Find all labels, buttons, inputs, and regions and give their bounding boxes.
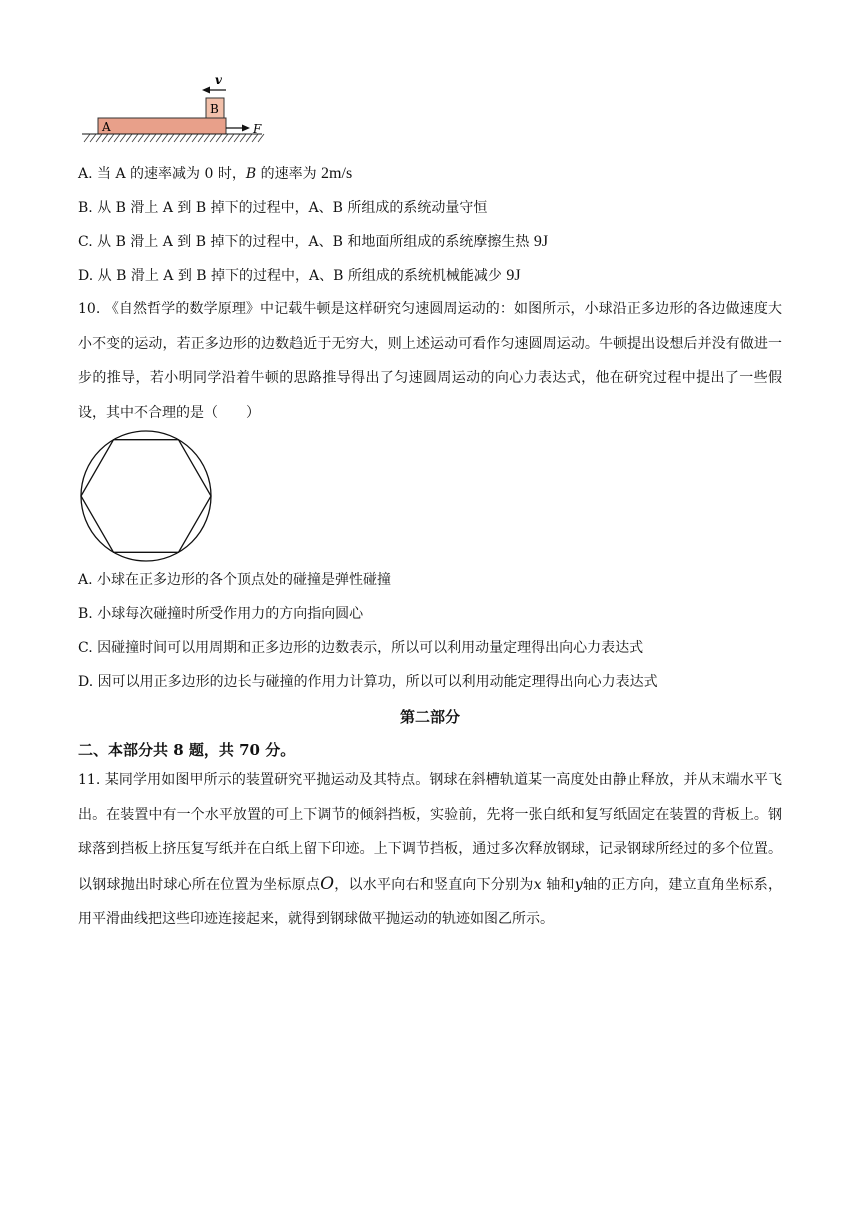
q9-option-c-text: C. 从 B 滑上 A 到 B 掉下的过程中，A、B 和地面所组成的系统摩擦生热	[78, 234, 534, 250]
q9-option-a	[78, 164, 352, 184]
part2-title: 第二部分	[399, 708, 460, 726]
q9-option-b: B. 从 B 滑上 A 到 B 掉下的过程中，A、B 所组成的系统动量守恒	[78, 200, 488, 216]
q10-option-a: A. 小球在正多边形的各个顶点处的碰撞是弹性碰撞	[78, 572, 392, 588]
label-a: A	[102, 120, 111, 134]
q11-x-symbol: x	[533, 876, 542, 893]
q9-option-a-text: A. 当 A 的速率减为 0 时，	[78, 166, 246, 182]
label-f: F	[253, 122, 262, 136]
q9-option-d-text: D. 从 B 滑上 A 到 B 掉下的过程中，A、B 所组成的系统机械能减少	[78, 268, 507, 284]
q11-text-2: ，以水平向右和竖直向下分别为	[334, 876, 534, 893]
hexagon-circle-diagram	[78, 428, 216, 566]
q11-text-1: 11. 某同学用如图甲所示的装置研究平抛运动及其特点。钢球在斜槽轨道某一高度处由静止释放，并从末端水平飞出。在装置中有一个水平放置的可上下调节的倾斜挡板，实验前，先将一张白纸和复写纸固定在装置的背板上。钢球落到挡板上挤压复写纸并在白纸上留下印迹。上下调节挡板，通过多次释放钢球，记录钢球所经过的多个位置。以钢球抛出时球心所在位置为坐标原点	[78, 772, 782, 893]
q11-origin-symbol: O	[320, 873, 335, 894]
q9-option-d-value: 9J	[506, 267, 521, 284]
q11-text	[78, 763, 782, 937]
part2-header: 二、本部分共 8 题，共 70 分。	[78, 741, 296, 759]
q9-option-d	[78, 266, 521, 286]
q9-option-a-mid: 的速率为	[256, 166, 322, 182]
q11-text-3: 轴和	[541, 876, 575, 893]
outer-circle	[81, 431, 211, 561]
force-arrow-head	[242, 125, 250, 132]
label-b: B	[210, 102, 219, 116]
q10-stem: 10. 《自然哲学的数学原理》中记载牛顿是这样研究匀速圆周运动的：如图所示，小球沿正多边形的各边做速度大小不变的运动，若正多边形的边数趋近于无穷大，则上述运动可看作匀速圆周运动。牛顿提出设想后并没有做进一步的推导，若小明同学沿着牛顿的思路推导得出了匀速圆周运动的向心力表达式，他在研究过程中提出了一些假设，其中不合理的是（ ）	[78, 301, 782, 421]
q9-option-a-value: 2m/s	[321, 165, 353, 182]
q9-option-c-value: 9J	[533, 233, 549, 250]
q10-option-d: D. 因可以用正多边形的边长与碰撞的作用力计算功，所以可以利用动能定理得出向心力表达式	[78, 674, 658, 690]
q11-text-4: 轴的正方向，建立直角坐标系，用平滑曲线把这些印迹连接起来，就得到钢球做平抛运动的轨迹如图乙所示。	[78, 876, 783, 927]
velocity-arrow-head	[202, 87, 210, 94]
q9-option-c	[78, 232, 548, 252]
q10-option-b: B. 小球每次碰撞时所受作用力的方向指向圆心	[78, 606, 364, 622]
inscribed-hexagon	[81, 440, 211, 553]
q11-y-symbol: y	[574, 876, 583, 893]
q10-option-c: C. 因碰撞时间可以用周期和正多边形的边数表示，所以可以利用动量定理得出向心力表达式	[78, 640, 644, 656]
q9-option-a-var: B	[245, 166, 257, 182]
block-diagram	[80, 70, 280, 148]
ground-hatch	[84, 134, 264, 142]
block-a	[98, 118, 226, 134]
label-v: v	[215, 73, 222, 87]
